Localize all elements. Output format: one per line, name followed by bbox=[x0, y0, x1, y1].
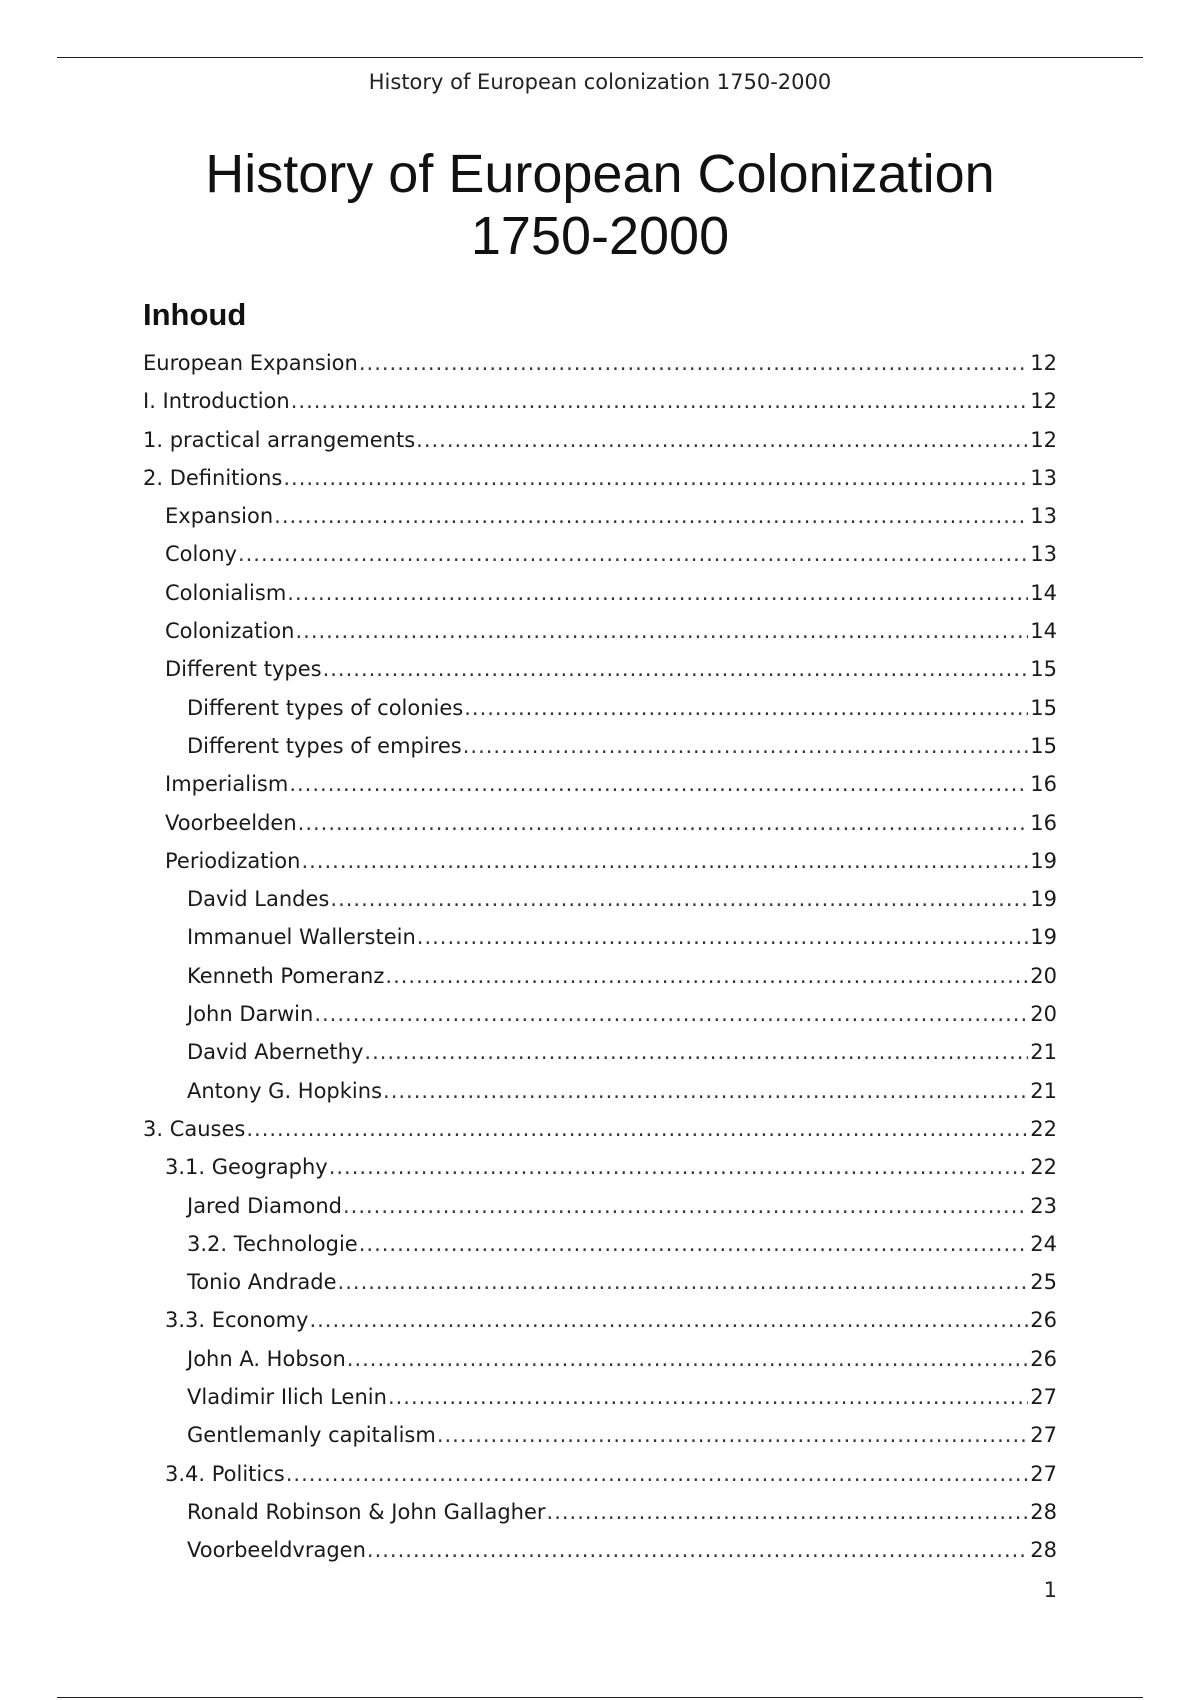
toc-dot-leader bbox=[309, 1301, 1028, 1339]
toc-dot-leader bbox=[367, 1531, 1028, 1569]
toc-dot-leader bbox=[463, 727, 1029, 765]
toc-entry-label: 3.4. Politics bbox=[165, 1461, 285, 1486]
toc-entry[interactable] bbox=[143, 842, 1057, 880]
toc-entry-page: 12 bbox=[1030, 389, 1057, 414]
toc-dot-leader bbox=[287, 574, 1028, 612]
toc-entry[interactable] bbox=[143, 1531, 1057, 1569]
toc-entry-label: John Darwin bbox=[187, 1002, 314, 1027]
toc-entry-page: 27 bbox=[1030, 1423, 1057, 1448]
toc-dot-leader bbox=[330, 880, 1028, 918]
toc-dot-leader bbox=[298, 804, 1029, 842]
toc-entry-label: Colonialism bbox=[165, 580, 287, 605]
toc-dot-leader bbox=[274, 497, 1028, 535]
toc-entry-label: Voorbeeldvragen bbox=[187, 1538, 366, 1563]
toc-dot-leader bbox=[323, 650, 1029, 688]
toc-entry[interactable] bbox=[143, 765, 1057, 803]
toc-entry-label: Ronald Robinson & John Gallagher bbox=[187, 1499, 546, 1524]
toc-entry-label: Vladimir Ilich Lenin bbox=[187, 1385, 387, 1410]
toc-dot-leader bbox=[383, 1072, 1028, 1110]
toc-entry-label: 1. practical arrangements bbox=[143, 427, 416, 452]
toc-entry[interactable] bbox=[143, 1148, 1057, 1186]
toc-entry-label: Expansion bbox=[165, 504, 274, 529]
toc-dot-leader bbox=[295, 612, 1028, 650]
toc-dot-leader bbox=[289, 765, 1028, 803]
toc-entry[interactable] bbox=[143, 1225, 1057, 1263]
toc-entry-page: 13 bbox=[1030, 542, 1057, 567]
toc-entry-label: Antony G. Hopkins bbox=[187, 1078, 383, 1103]
toc-entry[interactable] bbox=[143, 574, 1057, 612]
toc-entry-label: I. Introduction bbox=[143, 389, 290, 414]
toc-entry-page: 22 bbox=[1030, 1116, 1057, 1141]
toc-dot-leader bbox=[246, 1110, 1028, 1148]
toc-entry-label: Colonization bbox=[165, 619, 295, 644]
toc-entry[interactable] bbox=[143, 1110, 1057, 1148]
toc-dot-leader bbox=[301, 842, 1028, 880]
toc-entry-label: 3.2. Technologie bbox=[187, 1231, 358, 1256]
document-title-line-2: 1750-2000 bbox=[470, 206, 730, 266]
toc-entry[interactable] bbox=[143, 382, 1057, 420]
toc-entry-page: 15 bbox=[1030, 657, 1057, 682]
toc-entry[interactable] bbox=[143, 650, 1057, 688]
toc-entry-label: Imperialism bbox=[165, 772, 289, 797]
toc-dot-leader bbox=[364, 1033, 1028, 1071]
toc-entry-page: 28 bbox=[1030, 1499, 1057, 1524]
toc-entry-label: Immanuel Wallerstein bbox=[187, 925, 416, 950]
toc-entry-label: Jared Diamond bbox=[187, 1193, 342, 1218]
toc-dot-leader bbox=[385, 957, 1028, 995]
toc-entry-label: Colony bbox=[165, 542, 237, 567]
toc-dot-leader bbox=[416, 421, 1028, 459]
toc-entry[interactable] bbox=[143, 1072, 1057, 1110]
toc-dot-leader bbox=[291, 382, 1029, 420]
toc-entry-label: John A. Hobson bbox=[187, 1346, 346, 1371]
header-rule bbox=[57, 57, 1143, 58]
running-header: History of European colonization 1750-2000 bbox=[368, 70, 832, 94]
toc-entry[interactable] bbox=[143, 344, 1057, 382]
toc-dot-leader bbox=[417, 918, 1028, 956]
toc-heading: Inhoud bbox=[143, 297, 247, 332]
toc-entry-page: 27 bbox=[1030, 1385, 1057, 1410]
toc-entry-page: 23 bbox=[1030, 1193, 1057, 1218]
toc-entry[interactable] bbox=[143, 421, 1057, 459]
toc-entry-page: 19 bbox=[1030, 887, 1057, 912]
toc-entry-page: 27 bbox=[1030, 1461, 1057, 1486]
page-number: 1 bbox=[1043, 1578, 1057, 1602]
toc-entry[interactable] bbox=[143, 727, 1057, 765]
toc-entry-label: Kenneth Pomeranz bbox=[187, 963, 385, 988]
toc-entry-page: 19 bbox=[1030, 925, 1057, 950]
footer-rule bbox=[57, 1697, 1143, 1698]
toc-entry[interactable] bbox=[143, 1301, 1057, 1339]
toc-entry-page: 21 bbox=[1030, 1078, 1057, 1103]
toc-dot-leader bbox=[464, 689, 1028, 727]
toc-entry-page: 13 bbox=[1030, 465, 1057, 490]
toc-dot-leader bbox=[347, 1340, 1029, 1378]
toc-entry-label: Different types of empires bbox=[187, 733, 462, 758]
toc-dot-leader bbox=[359, 1225, 1029, 1263]
toc-entry[interactable] bbox=[143, 957, 1057, 995]
toc-entry-page: 16 bbox=[1030, 772, 1057, 797]
toc-dot-leader bbox=[547, 1493, 1029, 1531]
toc-entry[interactable] bbox=[143, 459, 1057, 497]
toc-entry-label: David Abernethy bbox=[187, 1040, 364, 1065]
toc-entry-label: 2. Definitions bbox=[143, 465, 283, 490]
toc-entry-page: 21 bbox=[1030, 1040, 1057, 1065]
toc-entry[interactable] bbox=[143, 1378, 1057, 1416]
toc-dot-leader bbox=[437, 1416, 1028, 1454]
toc-entry-page: 15 bbox=[1030, 695, 1057, 720]
toc-entry[interactable] bbox=[143, 1455, 1057, 1493]
toc-entry-label: 3. Causes bbox=[143, 1116, 246, 1141]
toc-dot-leader bbox=[338, 1263, 1029, 1301]
toc-entry-page: 26 bbox=[1030, 1308, 1057, 1333]
toc-entry-page: 22 bbox=[1030, 1155, 1057, 1180]
toc-entry[interactable] bbox=[143, 1493, 1057, 1531]
toc-entry-page: 15 bbox=[1030, 733, 1057, 758]
toc-dot-leader bbox=[314, 995, 1028, 1033]
toc-entry-label: Different types of colonies bbox=[187, 695, 464, 720]
toc-entry[interactable] bbox=[143, 1263, 1057, 1301]
toc-entry[interactable] bbox=[143, 995, 1057, 1033]
toc-entry-label: 3.3. Economy bbox=[165, 1308, 309, 1333]
toc-entry-label: Periodization bbox=[165, 848, 301, 873]
toc-entry[interactable] bbox=[143, 689, 1057, 727]
toc-entry[interactable] bbox=[143, 804, 1057, 842]
toc-entry-page: 13 bbox=[1030, 504, 1057, 529]
toc-entry[interactable] bbox=[143, 1416, 1057, 1454]
toc-entry[interactable] bbox=[143, 535, 1057, 573]
toc-dot-leader bbox=[329, 1148, 1029, 1186]
toc-dot-leader bbox=[283, 459, 1028, 497]
toc-dot-leader bbox=[238, 535, 1028, 573]
toc-entry-page: 20 bbox=[1030, 963, 1057, 988]
toc-dot-leader bbox=[388, 1378, 1028, 1416]
toc-entry-page: 28 bbox=[1030, 1538, 1057, 1563]
toc-dot-leader bbox=[286, 1455, 1029, 1493]
toc-entry-page: 16 bbox=[1030, 810, 1057, 835]
toc-entry[interactable] bbox=[143, 1340, 1057, 1378]
toc-dot-leader bbox=[343, 1187, 1028, 1225]
toc-entry-label: 3.1. Geography bbox=[165, 1155, 328, 1180]
toc-entry-label: Tonio Andrade bbox=[187, 1270, 337, 1295]
toc-entry-label: European Expansion bbox=[143, 351, 358, 375]
toc-entry-page: 24 bbox=[1030, 1231, 1057, 1256]
toc-entry-page: 14 bbox=[1030, 580, 1057, 605]
document-title bbox=[0, 143, 1200, 267]
toc-entry[interactable] bbox=[143, 497, 1057, 535]
toc-entry[interactable] bbox=[143, 918, 1057, 956]
toc-entry-page: 19 bbox=[1030, 848, 1057, 873]
toc-entry-page: 14 bbox=[1030, 619, 1057, 644]
toc-entry-label: Voorbeelden bbox=[165, 810, 297, 835]
toc-entry-page: 26 bbox=[1030, 1346, 1057, 1371]
toc-entry-page: 20 bbox=[1030, 1002, 1057, 1027]
document-title-line-1: History of European Colonization bbox=[205, 144, 995, 204]
toc-entry[interactable] bbox=[143, 1187, 1057, 1225]
toc-entry[interactable] bbox=[143, 612, 1057, 650]
toc-entry-page: 12 bbox=[1030, 351, 1057, 375]
toc-entry-page: 25 bbox=[1030, 1270, 1057, 1295]
toc-entry-page: 12 bbox=[1030, 427, 1057, 452]
toc-entry-label: David Landes bbox=[187, 887, 330, 912]
toc-entry[interactable] bbox=[143, 1033, 1057, 1071]
table-of-contents bbox=[143, 344, 1057, 1570]
toc-entry-label: Different types bbox=[165, 657, 322, 682]
toc-dot-leader bbox=[359, 344, 1028, 382]
toc-entry[interactable] bbox=[143, 880, 1057, 918]
toc-entry-label: Gentlemanly capitalism bbox=[187, 1423, 436, 1448]
